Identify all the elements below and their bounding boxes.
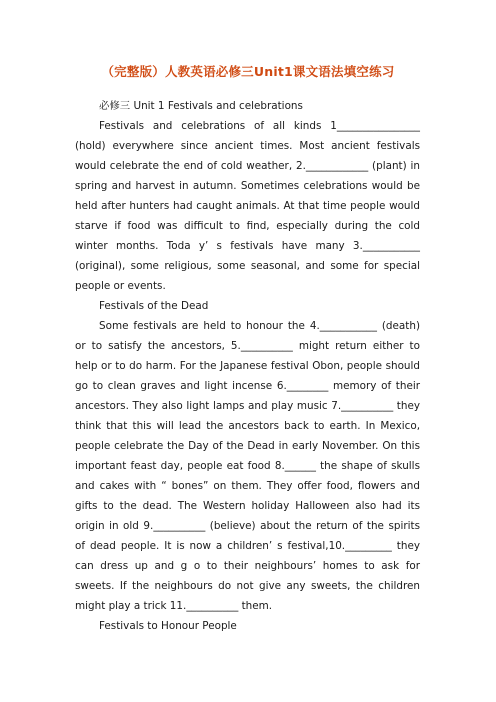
document-body (75, 96, 420, 636)
paragraph-intro: Festivals and celebrations of all kinds 1________________ (hold) everywhere since ancient times. Most ancient festivals would celebrate the end of cold weather, 2.____________ (plant) in spring and harvest in autumn. Sometimes celebrations would be held after hunters had caught animals. At that time people would starve if food was difficult to find, especially during the cold winter months. Toda y’ s festivals have many 3.___________ (original), some religious, some seasonal, and some for special people or events. (75, 120, 420, 292)
document-title: （完整版）人教英语必修三Unit1课文语法填空练习 (101, 64, 395, 79)
section-heading-festivals-of-the-dead: Festivals of the Dead (99, 300, 209, 312)
unit-subtitle: 必修三 Unit 1 Festivals and celebrations (99, 100, 303, 112)
paragraph-festivals-of-the-dead: Some festivals are held to honour the 4.___________ (death) or to satisfy the ancestors, 5.__________ might return either to help or to do harm. For the Japanese festival Obon, people should go to clean graves and light incense 6.________ memory of their ancestors. They also light lamps and play music 7.__________ they think that this will lead the ancestors back to earth. In Mexico, people celebrate the Day of the Dead in early November. On this important feast day, people eat food 8.______ the shape of skulls and cakes with “ bones” on them. They offer food, flowers and gifts to the dead. The Western holiday Halloween also had its origin in old 9.__________ (believe) about the return of the spirits of dead people. It is now a children’ s festival,10._________ they can dress up and g o to their neighbours’ homes to ask for sweets. If the neighbours do not give any sweets, the children might play a trick 11.__________ them. (75, 320, 420, 612)
section-heading-festivals-to-honour-people: Festivals to Honour People (99, 620, 237, 632)
